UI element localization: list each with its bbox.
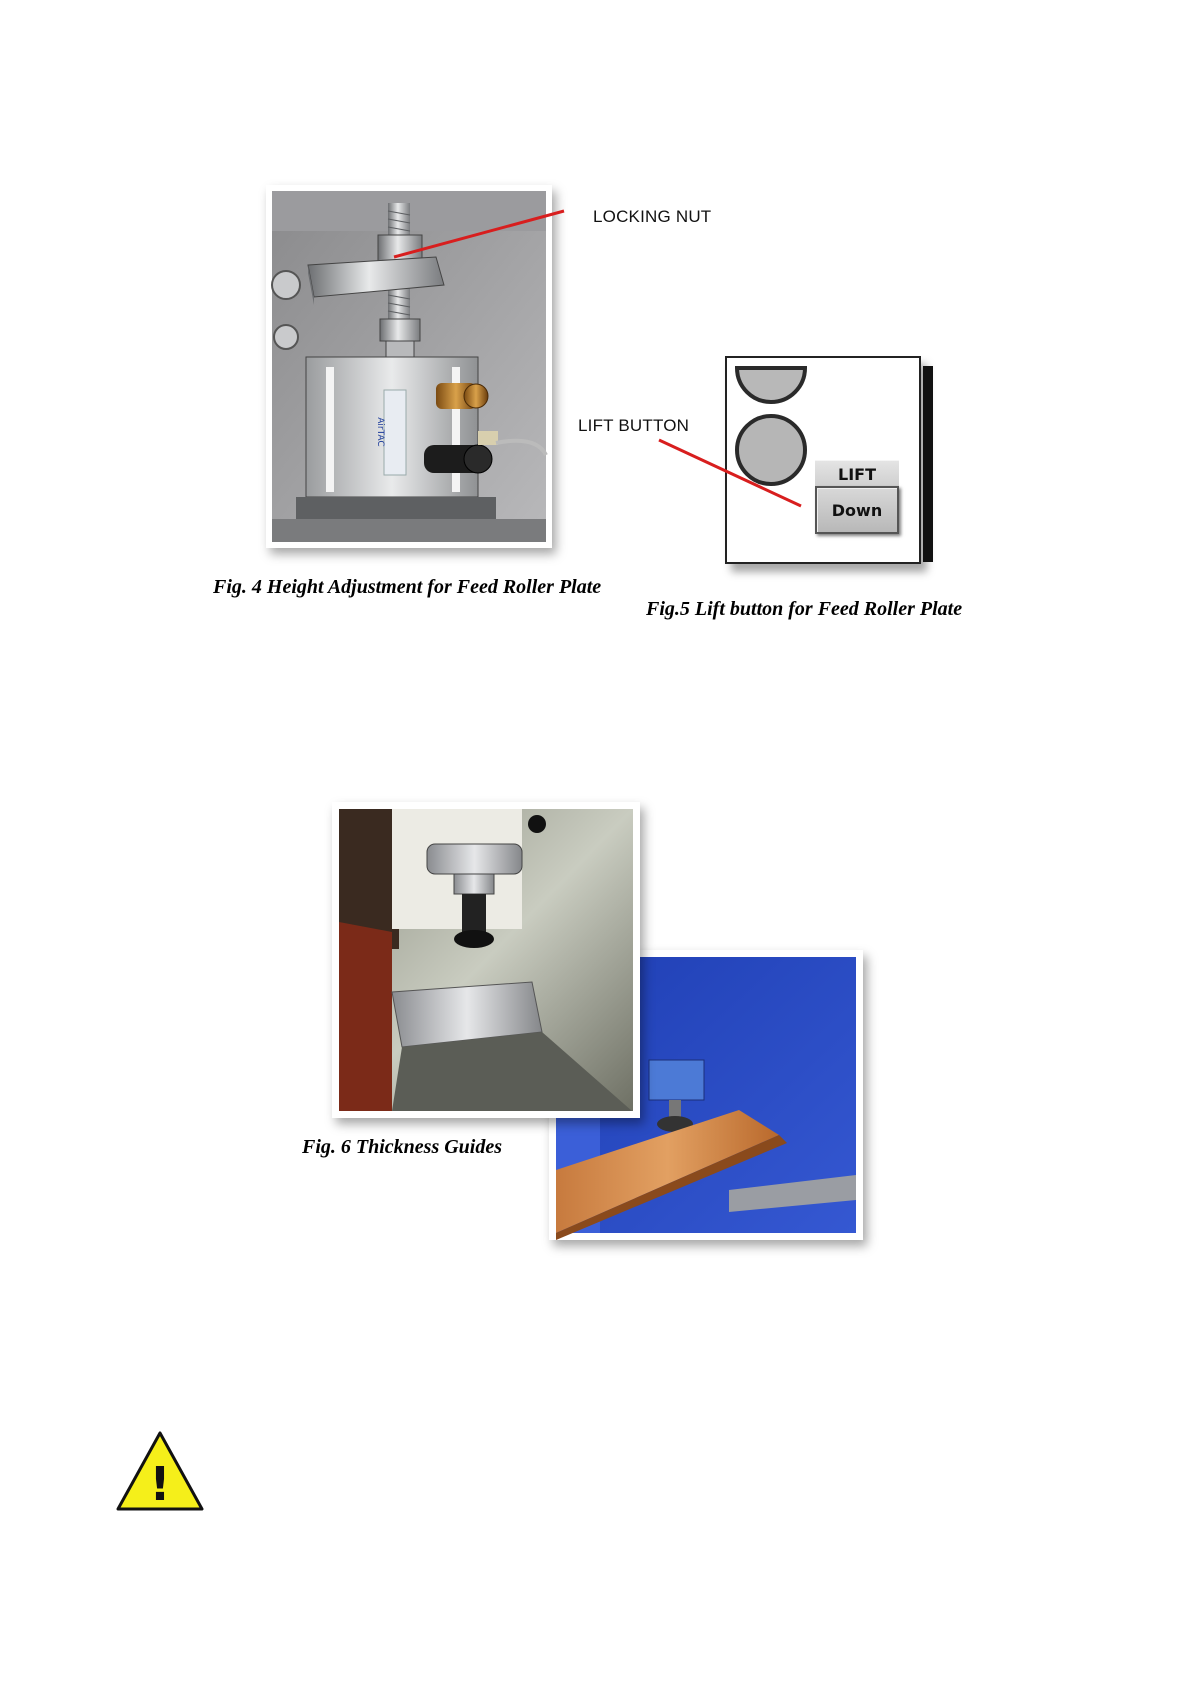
figure-5-caption: Fig.5 Lift button for Feed Roller Plate: [646, 598, 963, 620]
figure-4-caption: Fig. 4 Height Adjustment for Feed Roller Plate: [213, 576, 602, 598]
lift-button-label: LIFT BUTTON: [578, 416, 690, 435]
figure-6-photo-metal: [332, 802, 640, 1118]
lift-label: LIFT: [815, 460, 899, 487]
warning-triangle-icon: [115, 1430, 205, 1512]
locking-nut-callout-line: [390, 205, 570, 265]
locking-nut-label: LOCKING NUT: [593, 207, 712, 226]
cylinder-brand-label: AirTAC: [375, 417, 385, 447]
panel-edge-shadow: [923, 366, 933, 562]
figure-6-caption: Fig. 6 Thickness Guides: [302, 1136, 503, 1158]
warning-exclamation: !: [149, 1457, 171, 1511]
lift-button-callout-line: [655, 434, 805, 514]
down-button[interactable]: Down: [815, 486, 899, 534]
